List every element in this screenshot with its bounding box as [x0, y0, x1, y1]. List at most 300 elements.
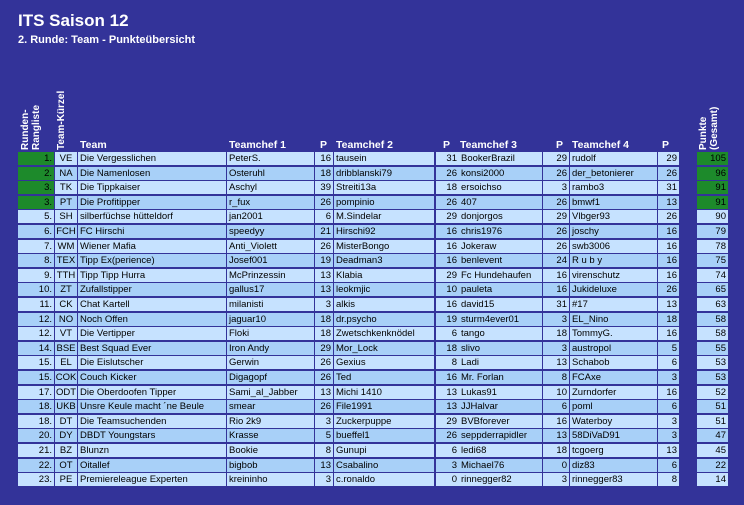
cell-points[interactable]: 75	[697, 254, 728, 267]
cell-points[interactable]: 53	[697, 371, 728, 384]
cell-p4[interactable]: 16	[658, 386, 679, 399]
cell-team[interactable]: Die Vergesslichen	[78, 152, 226, 165]
cell-short[interactable]: CK	[55, 298, 77, 311]
cell-rank[interactable]: 1.	[18, 152, 54, 165]
cell-chef4[interactable]: bmwf1	[570, 196, 657, 209]
cell-p4[interactable]: 3	[658, 429, 679, 442]
table-row[interactable]	[0, 254, 744, 268]
cell-chef1[interactable]: Bookie	[227, 444, 314, 457]
cell-team[interactable]: Die Eislutscher	[78, 356, 226, 369]
cell-p2[interactable]: 31	[436, 152, 459, 165]
cell-p4[interactable]: 16	[658, 254, 679, 267]
cell-rank[interactable]: 9.	[18, 269, 54, 282]
cell-p2[interactable]: 16	[436, 298, 459, 311]
cell-chef3[interactable]: BookerBrazil	[459, 152, 542, 165]
cell-short[interactable]: ZT	[55, 283, 77, 296]
cell-short[interactable]: BSE	[56, 342, 76, 354]
cell-team[interactable]: Tipp Ex(perience)	[78, 254, 226, 267]
cell-p3[interactable]: 31	[543, 298, 569, 311]
cell-points[interactable]: 78	[697, 240, 728, 253]
cell-chef2[interactable]: Gunupi	[334, 444, 434, 457]
cell-chef1[interactable]: Krasse	[227, 429, 314, 442]
cell-p4[interactable]: 3	[658, 371, 679, 384]
cell-short[interactable]: TTH	[56, 269, 76, 281]
cell-chef4[interactable]: TommyG.	[570, 327, 657, 340]
cell-points[interactable]: 91	[697, 181, 728, 194]
cell-chef3[interactable]: JJHalvar	[459, 400, 542, 413]
cell-short[interactable]: OT	[55, 459, 77, 472]
cell-p4[interactable]: 13	[658, 444, 679, 457]
cell-chef1[interactable]: Floki	[227, 327, 314, 340]
table-row[interactable]	[0, 283, 744, 297]
cell-chef3[interactable]: sturm4ever01	[459, 313, 542, 326]
cell-points[interactable]: 51	[697, 400, 728, 413]
cell-p1[interactable]: 18	[315, 313, 333, 326]
cell-p3[interactable]: 16	[543, 415, 569, 428]
cell-p3[interactable]: 18	[543, 327, 569, 340]
cell-chef1[interactable]: speedyy	[227, 225, 314, 238]
cell-p2[interactable]: 19	[436, 313, 459, 326]
cell-chef4[interactable]: Waterboy	[570, 415, 657, 428]
cell-chef1[interactable]: jaguar10	[227, 313, 314, 326]
cell-chef3[interactable]: donjorgos	[459, 210, 542, 223]
cell-chef2[interactable]: Zwetschkenknödel	[334, 327, 434, 340]
cell-points[interactable]: 74	[697, 269, 728, 282]
cell-chef2[interactable]: Hirschi92	[334, 225, 434, 238]
cell-team[interactable]: Tipp Tipp Hurra	[78, 269, 226, 282]
cell-chef2[interactable]: Deadman3	[334, 254, 434, 267]
cell-p1[interactable]: 3	[315, 473, 333, 486]
cell-chef1[interactable]: milanisti	[227, 298, 314, 311]
cell-points[interactable]: 52	[697, 386, 728, 399]
cell-p1[interactable]: 26	[315, 196, 333, 209]
cell-chef1[interactable]: bigbob	[227, 459, 314, 472]
table-row[interactable]	[0, 327, 744, 341]
cell-p1[interactable]: 8	[315, 444, 333, 457]
cell-p3[interactable]: 3	[543, 181, 569, 194]
cell-p3[interactable]: 16	[543, 269, 569, 282]
cell-points[interactable]: 58	[697, 313, 728, 326]
cell-p4[interactable]: 16	[658, 327, 679, 340]
cell-chef1[interactable]: Aschyl	[227, 181, 314, 194]
cell-points[interactable]: 91	[697, 196, 728, 209]
cell-p2[interactable]: 3	[436, 459, 459, 472]
cell-team[interactable]: Premiereleague Experten	[78, 473, 226, 486]
cell-chef2[interactable]: MisterBongo	[334, 240, 434, 253]
table-row[interactable]	[0, 429, 744, 443]
cell-chef1[interactable]: r_fux	[227, 196, 314, 209]
cell-chef4[interactable]: #17	[570, 298, 657, 311]
cell-team[interactable]: silberfüchse hütteldorf	[78, 210, 226, 223]
cell-p4[interactable]: 16	[658, 269, 679, 282]
cell-p3[interactable]: 8	[543, 371, 569, 384]
cell-team[interactable]: Die Teamsuchenden	[78, 415, 226, 428]
cell-points[interactable]: 14	[697, 473, 728, 486]
cell-team[interactable]: Chat Kartell	[78, 298, 226, 311]
cell-chef3[interactable]: ledi68	[459, 444, 542, 457]
cell-chef3[interactable]: benlevent	[459, 254, 542, 267]
cell-chef4[interactable]: rinnegger83	[570, 473, 657, 486]
cell-p1[interactable]: 19	[315, 254, 333, 267]
cell-chef2[interactable]: Csabalino	[334, 459, 434, 472]
cell-p4[interactable]: 26	[658, 283, 679, 296]
cell-p1[interactable]: 3	[315, 298, 333, 311]
table-row[interactable]	[0, 356, 744, 370]
cell-points[interactable]: 47	[697, 429, 728, 442]
table-row[interactable]	[0, 152, 744, 166]
cell-chef3[interactable]: 407	[459, 196, 542, 209]
table-row[interactable]	[0, 167, 744, 181]
cell-chef4[interactable]: virenschutz	[570, 269, 657, 282]
cell-team[interactable]: Couch Kicker	[78, 371, 226, 384]
cell-p3[interactable]: 24	[543, 254, 569, 267]
cell-p2[interactable]: 16	[436, 254, 459, 267]
cell-chef4[interactable]: joschy	[570, 225, 657, 238]
cell-chef2[interactable]: File1991	[334, 400, 434, 413]
cell-p4[interactable]: 6	[658, 356, 679, 369]
cell-short[interactable]: COK	[55, 372, 77, 383]
cell-short[interactable]: TEX	[56, 255, 76, 267]
table-row[interactable]	[0, 444, 744, 458]
cell-points[interactable]: 96	[697, 167, 728, 180]
cell-chef2[interactable]: alkis	[334, 298, 434, 311]
cell-rank[interactable]: 12.	[18, 327, 54, 340]
cell-rank[interactable]: 5.	[18, 210, 54, 223]
cell-rank[interactable]: 11.	[18, 298, 54, 311]
table-row[interactable]	[0, 269, 744, 283]
cell-short[interactable]: TK	[55, 181, 77, 194]
cell-p1[interactable]: 16	[315, 152, 333, 165]
cell-chef2[interactable]: c.ronaldo	[334, 473, 434, 486]
table-row[interactable]	[0, 181, 744, 195]
cell-chef3[interactable]: Ladi	[459, 356, 542, 369]
cell-chef2[interactable]: pompinio	[334, 196, 434, 209]
cell-chef3[interactable]: seppderrapidler	[459, 429, 542, 442]
cell-team[interactable]: Die Vertipper	[78, 327, 226, 340]
cell-chef1[interactable]: Josef001	[227, 254, 314, 267]
cell-p2[interactable]: 26	[436, 429, 459, 442]
cell-p2[interactable]: 16	[436, 240, 459, 253]
cell-chef4[interactable]: diz83	[570, 459, 657, 472]
table-row[interactable]	[0, 415, 744, 429]
cell-p2[interactable]: 18	[436, 342, 459, 355]
cell-p1[interactable]: 5	[315, 429, 333, 442]
cell-chef4[interactable]: tcgoerg	[570, 444, 657, 457]
cell-rank[interactable]: 10.	[18, 283, 54, 296]
cell-p2[interactable]: 16	[436, 225, 459, 238]
cell-rank[interactable]: 22.	[18, 459, 54, 472]
cell-p4[interactable]: 6	[658, 459, 679, 472]
cell-points[interactable]: 55	[697, 342, 728, 355]
cell-p4[interactable]: 31	[658, 181, 679, 194]
table-row[interactable]	[0, 473, 744, 487]
cell-chef1[interactable]: smear	[227, 400, 314, 413]
cell-p4[interactable]: 18	[658, 313, 679, 326]
cell-chef2[interactable]: Streiti13a	[334, 181, 434, 194]
cell-chef2[interactable]: Klabia	[334, 269, 434, 282]
cell-team[interactable]: Die Oberdoofen Tipper	[78, 386, 226, 399]
table-row[interactable]	[0, 225, 744, 239]
cell-short[interactable]: WM	[55, 240, 77, 253]
cell-p3[interactable]: 16	[543, 283, 569, 296]
cell-rank[interactable]: 3.	[18, 196, 54, 209]
cell-p1[interactable]: 6	[315, 210, 333, 223]
cell-p3[interactable]: 3	[543, 473, 569, 486]
cell-p2[interactable]: 26	[436, 196, 459, 209]
cell-p1[interactable]: 18	[315, 327, 333, 340]
cell-short[interactable]: DY	[55, 429, 77, 442]
cell-p1[interactable]: 26	[315, 371, 333, 384]
cell-chef2[interactable]: leokmjic	[334, 283, 434, 296]
table-row[interactable]	[0, 371, 744, 385]
cell-chef4[interactable]: Zurndorfer	[570, 386, 657, 399]
cell-p1[interactable]: 26	[315, 356, 333, 369]
cell-p1[interactable]: 29	[315, 342, 333, 355]
cell-points[interactable]: 65	[697, 283, 728, 296]
cell-p4[interactable]: 8	[658, 473, 679, 486]
cell-rank[interactable]: 15.	[18, 356, 54, 369]
cell-chef3[interactable]: BVBforever	[459, 415, 542, 428]
cell-p2[interactable]: 13	[436, 400, 459, 413]
cell-rank[interactable]: 2.	[18, 167, 54, 180]
cell-chef4[interactable]: austropol	[570, 342, 657, 355]
table-row[interactable]	[0, 298, 744, 312]
cell-chef2[interactable]: Zuckerpuppe	[334, 415, 434, 428]
cell-short[interactable]: NO	[55, 313, 77, 326]
cell-p2[interactable]: 26	[436, 167, 459, 180]
cell-p1[interactable]: 39	[315, 181, 333, 194]
cell-p2[interactable]: 29	[436, 210, 459, 223]
cell-short[interactable]: DT	[55, 415, 77, 428]
table-row[interactable]	[0, 196, 744, 210]
cell-chef2[interactable]: dribblanski79	[334, 167, 434, 180]
cell-points[interactable]: 53	[697, 356, 728, 369]
cell-p3[interactable]: 10	[543, 386, 569, 399]
cell-chef4[interactable]: FCAxe	[570, 371, 657, 384]
cell-p4[interactable]: 16	[658, 240, 679, 253]
cell-p2[interactable]: 10	[436, 283, 459, 296]
table-row[interactable]	[0, 342, 744, 356]
cell-chef1[interactable]: Osteruhl	[227, 167, 314, 180]
cell-p2[interactable]: 16	[436, 371, 459, 384]
cell-chef2[interactable]: Michi 1410	[334, 386, 434, 399]
cell-chef1[interactable]: gallus17	[227, 283, 314, 296]
cell-p2[interactable]: 13	[436, 386, 459, 399]
cell-team[interactable]: Oitallef	[78, 459, 226, 472]
cell-chef1[interactable]: Digagopf	[227, 371, 314, 384]
cell-team[interactable]: Noch Offen	[78, 313, 226, 326]
cell-p1[interactable]: 13	[315, 283, 333, 296]
cell-team[interactable]: Blunzn	[78, 444, 226, 457]
cell-team[interactable]: Unsre Keule macht ´ne Beule	[78, 400, 226, 413]
cell-rank[interactable]: 20.	[18, 429, 54, 442]
cell-chef3[interactable]: Mr. Forlan	[459, 371, 542, 384]
cell-chef1[interactable]: PeterS.	[227, 152, 314, 165]
cell-short[interactable]: EL	[55, 356, 77, 369]
cell-p2[interactable]: 6	[436, 327, 459, 340]
cell-p2[interactable]: 0	[436, 473, 459, 486]
cell-p4[interactable]: 6	[658, 400, 679, 413]
cell-points[interactable]: 105	[697, 152, 728, 165]
cell-p3[interactable]: 6	[543, 400, 569, 413]
cell-team[interactable]: DBDT Youngstars	[78, 429, 226, 442]
cell-chef2[interactable]: Gexius	[334, 356, 434, 369]
cell-p1[interactable]: 26	[315, 400, 333, 413]
cell-chef3[interactable]: slivo	[459, 342, 542, 355]
cell-chef4[interactable]: der_betonierer	[570, 167, 657, 180]
table-row[interactable]	[0, 313, 744, 327]
cell-short[interactable]: PT	[55, 196, 77, 209]
cell-short[interactable]: UKB	[56, 401, 76, 413]
cell-chef3[interactable]: chris1976	[459, 225, 542, 238]
cell-team[interactable]: Die Namenlosen	[78, 167, 226, 180]
cell-p3[interactable]: 26	[543, 240, 569, 253]
cell-p3[interactable]: 29	[543, 210, 569, 223]
cell-p3[interactable]: 13	[543, 356, 569, 369]
cell-p1[interactable]: 13	[315, 459, 333, 472]
cell-team[interactable]: Wiener Mafia	[78, 240, 226, 253]
cell-p1[interactable]: 13	[315, 386, 333, 399]
table-row[interactable]	[0, 400, 744, 414]
cell-chef3[interactable]: Lukas91	[459, 386, 542, 399]
cell-chef1[interactable]: Anti_Violett	[227, 240, 314, 253]
cell-p3[interactable]: 3	[543, 342, 569, 355]
cell-points[interactable]: 90	[697, 210, 728, 223]
cell-chef1[interactable]: Iron Andy	[227, 342, 314, 355]
cell-p2[interactable]: 29	[436, 415, 459, 428]
cell-chef3[interactable]: david15	[459, 298, 542, 311]
cell-chef3[interactable]: tango	[459, 327, 542, 340]
cell-p4[interactable]: 13	[658, 298, 679, 311]
cell-p3[interactable]: 0	[543, 459, 569, 472]
cell-rank[interactable]: 12.	[18, 313, 54, 326]
cell-chef3[interactable]: Fc Hundehaufen	[459, 269, 542, 282]
cell-chef4[interactable]: 58DiVaD91	[570, 429, 657, 442]
cell-chef2[interactable]: M.Sindelar	[334, 210, 434, 223]
cell-p3[interactable]: 26	[543, 225, 569, 238]
cell-rank[interactable]: 21.	[18, 444, 54, 457]
cell-team[interactable]: Zufallstipper	[78, 283, 226, 296]
table-row[interactable]	[0, 459, 744, 473]
cell-p3[interactable]: 13	[543, 429, 569, 442]
cell-chef3[interactable]: rinnegger82	[459, 473, 542, 486]
cell-chef2[interactable]: tausein	[334, 152, 434, 165]
cell-points[interactable]: 63	[697, 298, 728, 311]
cell-rank[interactable]: 17.	[18, 386, 54, 399]
cell-short[interactable]: ODT	[55, 386, 77, 398]
cell-chef1[interactable]: Rio 2k9	[227, 415, 314, 428]
cell-chef3[interactable]: konsi2000	[459, 167, 542, 180]
cell-p4[interactable]: 16	[658, 225, 679, 238]
cell-chef1[interactable]: kreininho	[227, 473, 314, 486]
cell-p3[interactable]: 26	[543, 167, 569, 180]
cell-p1[interactable]: 18	[315, 167, 333, 180]
cell-short[interactable]: NA	[55, 167, 77, 180]
cell-p4[interactable]: 13	[658, 196, 679, 209]
cell-chef4[interactable]: swb3006	[570, 240, 657, 253]
cell-rank[interactable]: 18.	[18, 400, 54, 413]
cell-chef4[interactable]: Vlbger93	[570, 210, 657, 223]
cell-p2[interactable]: 8	[436, 356, 459, 369]
cell-rank[interactable]: 6.	[18, 225, 54, 238]
cell-p1[interactable]: 13	[315, 269, 333, 282]
table-row[interactable]	[0, 210, 744, 224]
cell-short[interactable]: VE	[55, 152, 77, 165]
cell-points[interactable]: 58	[697, 327, 728, 340]
cell-chef3[interactable]: ersoichso	[459, 181, 542, 194]
cell-points[interactable]: 79	[697, 225, 728, 238]
cell-p4[interactable]: 5	[658, 342, 679, 355]
cell-short[interactable]: FCH	[56, 226, 76, 237]
cell-team[interactable]: Die Profitipper	[78, 196, 226, 209]
cell-rank[interactable]: 14.	[18, 342, 54, 355]
cell-chef4[interactable]: poml	[570, 400, 657, 413]
cell-p2[interactable]: 29	[436, 269, 459, 282]
cell-p4[interactable]: 26	[658, 167, 679, 180]
cell-p4[interactable]: 3	[658, 415, 679, 428]
cell-p3[interactable]: 26	[543, 196, 569, 209]
cell-chef1[interactable]: jan2001	[227, 210, 314, 223]
cell-chef4[interactable]: Jukideluxe	[570, 283, 657, 296]
cell-team[interactable]: Die Tippkaiser	[78, 181, 226, 194]
cell-chef1[interactable]: Gerwin	[227, 356, 314, 369]
cell-chef2[interactable]: Ted	[334, 371, 434, 384]
cell-chef3[interactable]: pauleta	[459, 283, 542, 296]
cell-rank[interactable]: 23.	[18, 473, 54, 486]
cell-points[interactable]: 22	[697, 459, 728, 472]
cell-team[interactable]: Best Squad Ever	[78, 342, 226, 355]
cell-points[interactable]: 51	[697, 415, 728, 428]
cell-chef4[interactable]: EL_Nino	[570, 313, 657, 326]
cell-chef3[interactable]: Michael76	[459, 459, 542, 472]
cell-chef3[interactable]: Jokeraw	[459, 240, 542, 253]
cell-p2[interactable]: 6	[436, 444, 459, 457]
table-row[interactable]	[0, 386, 744, 400]
header-p3: P	[556, 139, 564, 151]
cell-p4[interactable]: 26	[658, 210, 679, 223]
cell-chef4[interactable]: R u b y	[570, 254, 657, 267]
cell-p3[interactable]: 3	[543, 313, 569, 326]
cell-chef1[interactable]: Sami_al_Jabber	[227, 386, 314, 399]
cell-p1[interactable]: 21	[315, 225, 333, 238]
cell-chef4[interactable]: rambo3	[570, 181, 657, 194]
cell-chef1[interactable]: McPrinzessin	[227, 269, 314, 282]
cell-rank[interactable]: 15.	[18, 371, 54, 384]
cell-short[interactable]: PE	[55, 473, 77, 486]
cell-short[interactable]: VT	[55, 327, 77, 340]
cell-chef4[interactable]: Schabob	[570, 356, 657, 369]
cell-rank[interactable]: 18.	[18, 415, 54, 428]
cell-chef4[interactable]: rudolf	[570, 152, 657, 165]
cell-chef2[interactable]: bueffel1	[334, 429, 434, 442]
cell-p3[interactable]: 18	[543, 444, 569, 457]
table-row[interactable]	[0, 240, 744, 254]
cell-p1[interactable]: 3	[315, 415, 333, 428]
cell-chef2[interactable]: Mor_Lock	[334, 342, 434, 355]
cell-p2[interactable]: 18	[436, 181, 459, 194]
cell-rank[interactable]: 8.	[18, 254, 54, 267]
cell-points[interactable]: 45	[697, 444, 728, 457]
cell-rank[interactable]: 7.	[18, 240, 54, 253]
cell-chef2[interactable]: dr.psycho	[334, 313, 434, 326]
cell-p1[interactable]: 26	[315, 240, 333, 253]
cell-p4[interactable]: 29	[658, 152, 679, 165]
cell-rank[interactable]: 3.	[18, 181, 54, 194]
cell-p3[interactable]: 29	[543, 152, 569, 165]
cell-team[interactable]: FC Hirschi	[78, 225, 226, 238]
cell-short[interactable]: BZ	[55, 444, 77, 457]
cell-short[interactable]: SH	[55, 210, 77, 223]
